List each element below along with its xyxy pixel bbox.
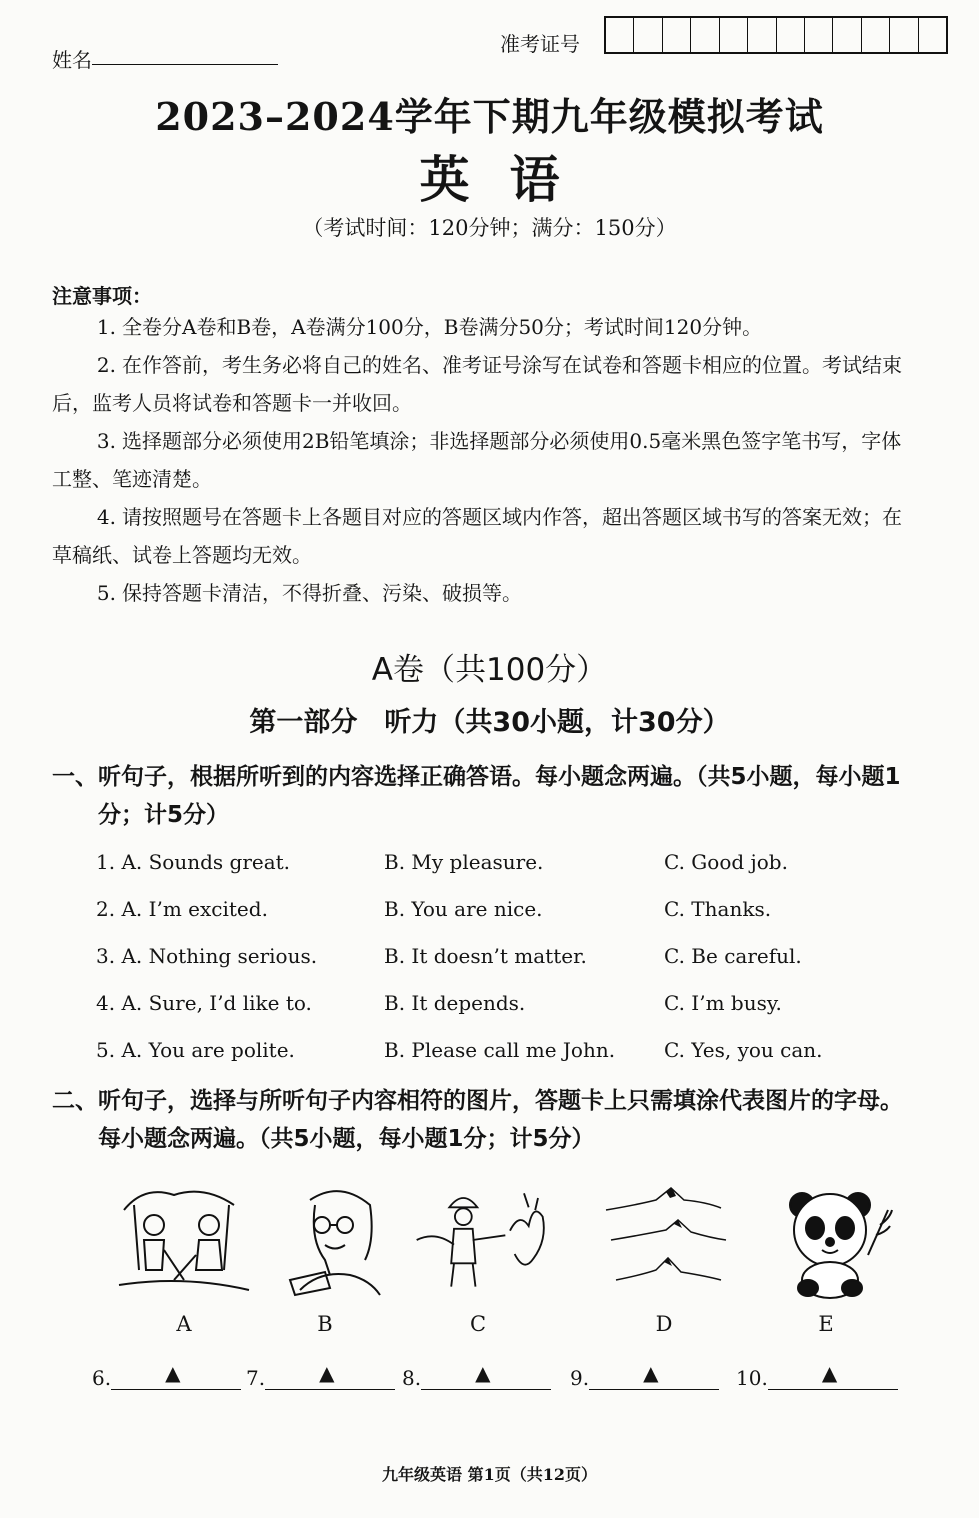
ticket-number-boxes[interactable]: [604, 16, 948, 54]
note-number: 5.: [96, 581, 116, 605]
triangle-icon: ▲: [475, 1361, 491, 1385]
question-row: [96, 897, 956, 931]
section-a-title: A卷（共100分）: [371, 652, 608, 688]
ticket-box[interactable]: [805, 18, 833, 52]
note-text: 在作答前，考生务必将自己的姓名、准考证号涂写在试卷和答题卡相应的位置。考试结束: [122, 353, 902, 377]
question-number: 7.: [246, 1366, 266, 1390]
exam-title: 2023–2024学年下期九年级模拟考试: [155, 94, 824, 139]
note-number: 1.: [96, 315, 116, 339]
note-text: 请按照题号在答题卡上各题目对应的答题区域内作答，超出答题区域书写的答案无效；在: [122, 505, 902, 529]
ticket-box[interactable]: [691, 18, 719, 52]
note-item: [52, 346, 954, 422]
question-row: [96, 991, 956, 1025]
ticket-box[interactable]: [862, 18, 890, 52]
option-c[interactable]: C. Thanks.: [664, 897, 772, 921]
firefighter-icon: [412, 1180, 552, 1300]
triangle-icon: ▲: [165, 1361, 181, 1385]
note-number: 2.: [96, 353, 116, 377]
name-field[interactable]: [92, 64, 278, 65]
note-item: [52, 574, 954, 612]
question1-instruction: [52, 758, 957, 834]
exam-info: （考试时间：120分钟；满分：150分）: [302, 216, 677, 240]
question-number: 6.: [92, 1366, 112, 1390]
triangle-icon: ▲: [821, 1361, 838, 1385]
woman-reading-icon: [270, 1180, 410, 1300]
picture-label: E: [818, 1312, 834, 1336]
answer-blank[interactable]: [736, 1361, 898, 1390]
instruction-line: 每小题念两遍。（共5小题，每小题1分；计5分）: [98, 1126, 595, 1152]
triangle-icon: ▲: [319, 1361, 335, 1385]
picture-label: A: [176, 1312, 192, 1336]
name-label: 姓名: [52, 48, 92, 72]
instruction-line: 一、听句子，根据所听到的内容选择正确答语。每小题念两遍。（共5小题，每小题1: [52, 764, 901, 790]
answer-blank[interactable]: [570, 1361, 719, 1390]
note-text: 草稿纸、试卷上答题均无效。: [52, 543, 312, 567]
ticket-number-label: 准考证号: [500, 32, 580, 56]
ticket-box[interactable]: [919, 18, 946, 52]
question-row: [96, 850, 956, 884]
option-c[interactable]: C. I’m busy.: [664, 991, 782, 1015]
notes-title: 注意事项：: [52, 284, 152, 308]
note-number: 4.: [96, 505, 116, 529]
option-a[interactable]: 3. A. Nothing serious.: [96, 944, 318, 968]
question2-instruction: [52, 1082, 957, 1158]
option-a[interactable]: 2. A. I’m excited.: [96, 897, 268, 921]
question-number: 8.: [402, 1366, 422, 1390]
question-row: [96, 1038, 956, 1072]
question-number: 9.: [570, 1366, 590, 1390]
ticket-box[interactable]: [833, 18, 861, 52]
option-a[interactable]: 4. A. Sure, I’d like to.: [96, 991, 312, 1015]
note-item: [52, 422, 954, 498]
mountains-icon: [596, 1180, 736, 1300]
picture-label: B: [317, 1312, 333, 1336]
note-text: 后，监考人员将试卷和答题卡一并收回。: [52, 391, 412, 415]
answer-blank[interactable]: [92, 1361, 241, 1390]
question-row: [96, 944, 956, 978]
ticket-box[interactable]: [634, 18, 662, 52]
option-a[interactable]: 1. A. Sounds great.: [96, 850, 291, 874]
option-b[interactable]: B. It doesn’t matter.: [384, 944, 587, 968]
note-text: 全卷分A卷和B卷，A卷满分100分，B卷满分50分；考试时间120分钟。: [122, 315, 763, 339]
note-item: [52, 498, 954, 574]
part1-title: 第一部分 听力（共30小题，计30分）: [249, 707, 730, 738]
option-c[interactable]: C. Be careful.: [664, 944, 802, 968]
answer-blank[interactable]: [246, 1361, 395, 1390]
instruction-line: 二、听句子，选择与所听句子内容相符的图片，答题卡上只需填涂代表图片的字母。: [52, 1088, 903, 1114]
ticket-box[interactable]: [606, 18, 634, 52]
instruction-line: 分；计5分）: [98, 802, 230, 828]
option-b[interactable]: B. Please call me John.: [384, 1038, 616, 1062]
triangle-icon: ▲: [643, 1361, 659, 1385]
subject-title: 英语: [419, 150, 600, 209]
ticket-box[interactable]: [748, 18, 776, 52]
note-text: 选择题部分必须使用2B铅笔填涂；非选择题部分必须使用0.5毫米黑色签字笔书写，字体: [122, 429, 902, 453]
answer-blank[interactable]: [402, 1361, 551, 1390]
question-number: 10.: [736, 1366, 768, 1390]
note-number: 3.: [96, 429, 116, 453]
page-footer: 九年级英语 第1页（共12页）: [382, 1465, 597, 1484]
children-planting-trees-icon: [114, 1180, 254, 1300]
option-a[interactable]: 5. A. You are polite.: [96, 1038, 295, 1062]
ticket-box[interactable]: [663, 18, 691, 52]
note-text: 工整、笔迹清楚。: [52, 467, 212, 491]
picture-label: C: [469, 1312, 487, 1336]
ticket-box[interactable]: [890, 18, 918, 52]
option-b[interactable]: B. It depends.: [384, 991, 526, 1015]
picture-label: D: [655, 1312, 673, 1336]
option-c[interactable]: C. Yes, you can.: [664, 1038, 823, 1062]
ticket-box[interactable]: [720, 18, 748, 52]
option-b[interactable]: B. You are nice.: [384, 897, 543, 921]
note-item: [52, 308, 954, 346]
option-c[interactable]: C. Good job.: [664, 850, 788, 874]
option-b[interactable]: B. My pleasure.: [384, 850, 544, 874]
ticket-box[interactable]: [777, 18, 805, 52]
note-text: 保持答题卡清洁，不得折叠、污染、破损等。: [122, 581, 522, 605]
panda-icon: [760, 1180, 900, 1300]
